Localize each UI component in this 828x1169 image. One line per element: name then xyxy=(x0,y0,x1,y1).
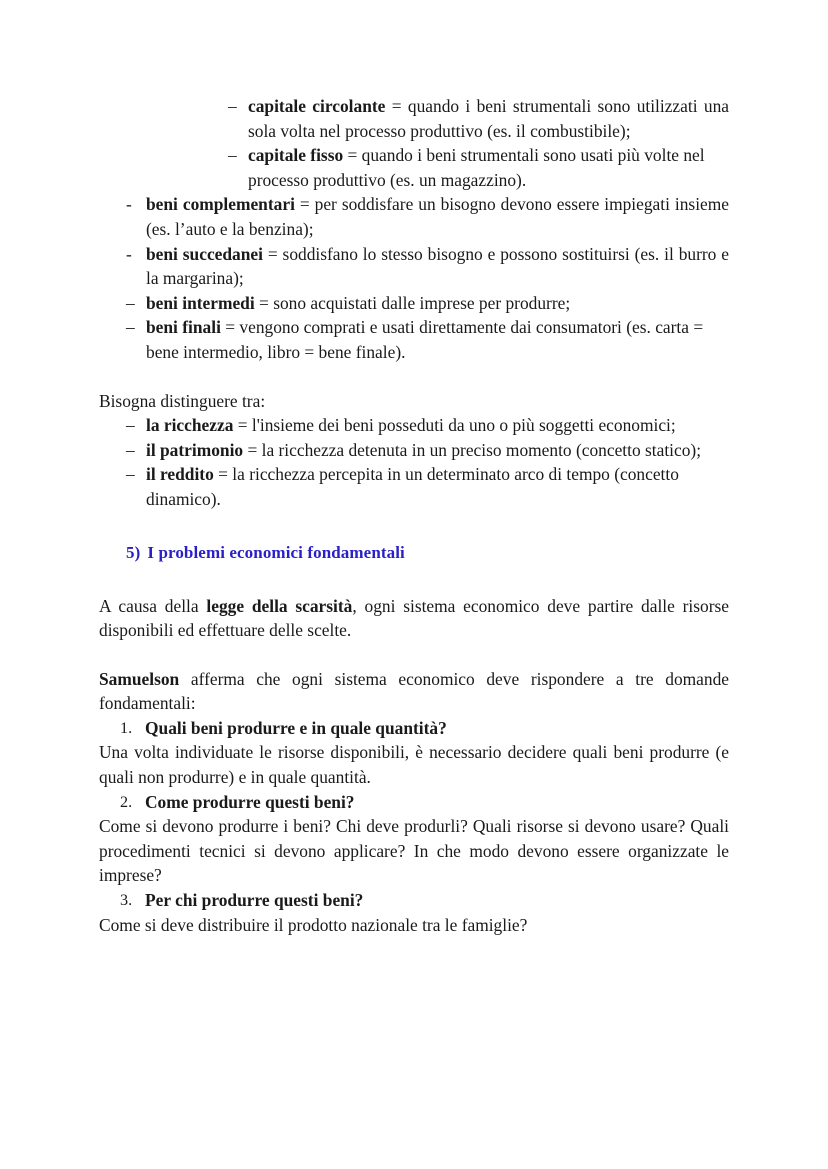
list-item-term: la ricchezza xyxy=(146,415,234,436)
list-item xyxy=(99,242,729,291)
question-text: Come produrre questi beni? xyxy=(145,791,355,812)
list-item-definition: = vengono comprati e usati direttamente dai consumatori (es. carta = bene intermedio, libro = bene finale). xyxy=(146,317,704,362)
question-item xyxy=(99,716,729,741)
list-item-term: capitale fisso xyxy=(248,145,344,166)
wealth-definitions-list xyxy=(99,413,729,511)
spacer xyxy=(99,565,729,594)
list-item xyxy=(99,462,729,511)
list-item-definition: = la ricchezza percepita in un determinato arco di tempo (concetto dinamico). xyxy=(146,464,679,509)
fundamental-questions-list xyxy=(99,888,729,913)
fundamental-questions-list xyxy=(99,790,729,815)
bullet-dash-icon: – xyxy=(126,292,135,313)
question-text: Per chi produrre questi beni? xyxy=(145,890,364,911)
question-answer: Come si deve distribuire il prodotto nazionale tra le famiglie? xyxy=(99,914,528,935)
scarcity-text-before: A causa della xyxy=(99,595,207,616)
bullet-dash-icon: – xyxy=(126,415,135,436)
list-item-definition: = quando i beni strumentali sono utilizzati una sola volta nel processo produttivo (es. il combustibile); xyxy=(248,96,729,141)
list-item xyxy=(99,291,729,316)
samuelson-paragraph xyxy=(99,667,729,716)
scarcity-text-after: , ogni sistema economico deve partire dalle risorse disponibili ed effettuare delle scelte. xyxy=(99,595,729,641)
list-item-term: il reddito xyxy=(146,464,214,485)
bullet-dash-icon: - xyxy=(126,194,132,215)
scarcity-paragraph xyxy=(99,594,729,643)
list-item xyxy=(99,192,729,241)
list-item xyxy=(99,413,729,438)
list-item-definition: = l'insieme dei beni posseduti da uno o più soggetti economici; xyxy=(233,415,676,436)
bullet-dash-icon: – xyxy=(126,464,135,485)
samuelson-text-after: afferma che ogni sistema economico deve rispondere a tre domande fondamentali: xyxy=(99,668,729,714)
bullet-dash-icon: – xyxy=(228,96,237,116)
list-item-term: beni intermedi xyxy=(146,292,255,313)
list-item-term: beni complementari xyxy=(146,194,295,215)
question-number: 1. xyxy=(120,718,133,737)
page-title xyxy=(99,541,729,565)
question-item xyxy=(99,888,729,913)
bullet-dash-icon: – xyxy=(228,145,237,166)
list-item xyxy=(99,94,729,143)
fundamental-questions-list xyxy=(99,716,729,741)
list-item-term: beni succedanei xyxy=(146,243,263,264)
list-item-definition: = la ricchezza detenuta in un preciso momento (concetto statico); xyxy=(243,439,702,460)
question-number: 3. xyxy=(120,891,133,910)
list-item-term: il patrimonio xyxy=(146,439,244,460)
bullet-dash-icon: – xyxy=(126,317,135,338)
question-answer: Una volta individuate le risorse disponibili, è necessario decidere quali beni produrre (e quali non produrre) e in quale quantità. xyxy=(99,742,729,788)
section-title-text: I problemi economici fondamentali xyxy=(147,542,405,562)
list-item-term: capitale circolante xyxy=(248,96,386,116)
list-item xyxy=(99,438,729,463)
question-number: 2. xyxy=(120,792,133,811)
list-item-definition: = per soddisfare un bisogno devono essere impiegati insieme (es. l’auto e la benzina); xyxy=(146,194,729,239)
capital-goods-sublist xyxy=(99,94,729,192)
spacer xyxy=(99,365,729,389)
goods-types-list xyxy=(99,192,729,364)
bullet-dash-icon: – xyxy=(126,439,135,460)
section-number: 5) xyxy=(126,542,141,562)
page-content xyxy=(99,94,729,937)
list-item-term: beni finali xyxy=(146,317,221,338)
list-item xyxy=(99,315,729,364)
question-item xyxy=(99,790,729,815)
distinction-intro: Bisogna distinguere tra: xyxy=(99,390,266,411)
question-answer: Come si devono produrre i beni? Chi deve produrli? Quali risorse si devono usare? Quali procedimenti tecnici si devono applicare? In che modo devono essere organizzate le imprese? xyxy=(99,816,729,886)
question-text: Quali beni produrre e in quale quantità? xyxy=(145,717,447,738)
spacer xyxy=(99,512,729,541)
bullet-dash-icon: - xyxy=(126,243,132,264)
list-item xyxy=(99,143,729,192)
list-item-definition: = quando i beni strumentali sono usati più volte nel processo produttivo (es. un magazzino). xyxy=(248,145,705,190)
list-item-definition: = sono acquistati dalle imprese per produrre; xyxy=(254,292,571,313)
spacer xyxy=(99,643,729,667)
list-item-definition: = soddisfano lo stesso bisogno e possono sostituirsi (es. il burro e la margarina); xyxy=(146,243,729,289)
scarcity-bold-term: legge della scarsità xyxy=(206,595,353,616)
samuelson-bold-term: Samuelson xyxy=(99,668,180,689)
